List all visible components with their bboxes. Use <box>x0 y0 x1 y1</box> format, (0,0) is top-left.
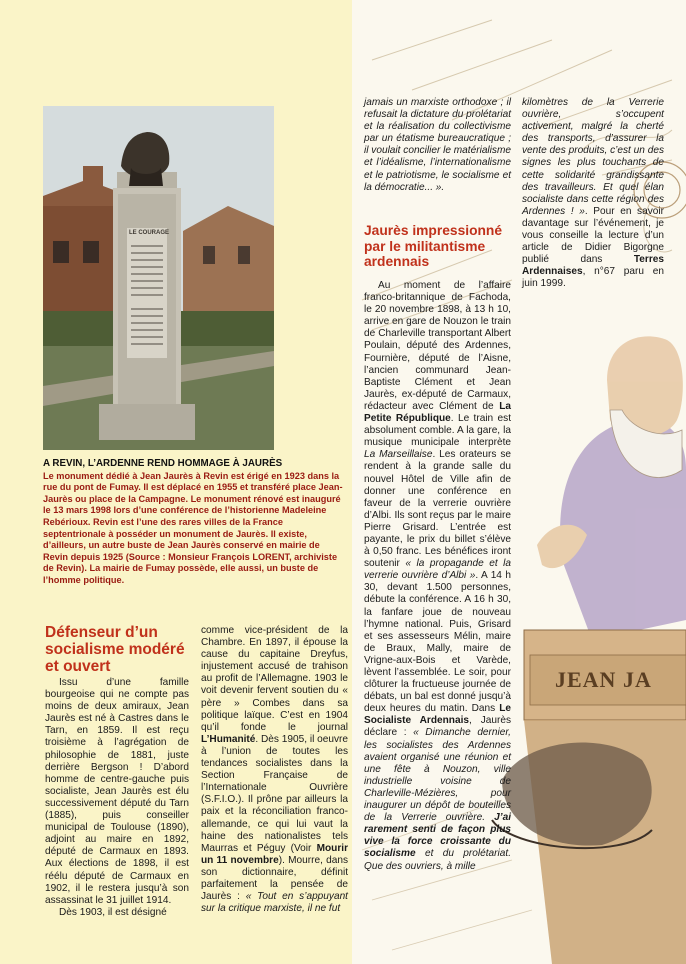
signboard-text: JEAN JA <box>555 667 652 692</box>
newspaper-petite-republique: La Petite République <box>364 400 511 425</box>
paragraph-career: comme vice-président de la Chambre. En 1897, il épouse la cause du capitaine Dreyfus, injustement accusé de trahison au profit de l’Allemagne. 1903 le voit devenir fervent soutien du « père » Combes dans sa politique laïque. C’est en 1904 qu’il fonde le journal L’Humanité. Dès 1905, il oeuvre à l’union de toutes les tendances socialistes dans la Section Française de l’Internationale Ouvrière (S.F.I.O.). Il prône par ailleurs la paix et la réconciliation franco-allemande, ce qui lui vaut la haine des nationalistes tels Maurras et Péguy (Voir Mourir un 11 novembre). Mourre, dans son dictionnaire, définit parfaitement la pensée de Jaurès : « Tout en s’appuyant sur la critique marxiste, il ne fut <box>201 625 348 915</box>
plaque-title: LE COURAGE <box>129 230 170 236</box>
article-column-1 <box>45 677 189 919</box>
article-column-4: kilomètres de la Verrerie ouvrière, s’occupent activement, malgré la cherté des transports, d’assurer la vente des produits, c’est un des signes les plus touchants de cette solidarité grandissante des travailleurs. Et quel élan socialiste dans cette région des Ardennes ! ». Pour en savoir davantage sur l’événement, je vous conseille la lecture d’un article de Didier Bigorgne publié dans Terres Ardennaises, n°67 paru en juin 1999. <box>522 97 664 290</box>
article-column-3 <box>364 280 511 873</box>
section-heading-jaures-impressionne: Jaurès impressionné par le militantisme ardennais <box>364 223 503 270</box>
caption-title: A REVIN, L’ARDENNE REND HOMMAGE À JAURÈS <box>43 458 283 469</box>
paragraph-biography: Issu d’une famille bourgeoise qui ne compte pas moins de deux amiraux, Jean Jaurès est né à Castres dans le Tarn, en 1859. Il est reçu troisième à l’agrégation de philosophie de 1881, juste derrière Bergson ! D’abord homme de centre-gauche puis socialiste, Jean Jaurès est élu successivement député du Tarn (1885), puis conseiller municipal de Toulouse (1890), adjoint au maire en 1892, député de Carmaux en 1893. Aux élections de 1898, il est réélu député de Carmaux en 1902, il le restera jusqu’à son assassinat le 31 juillet 1914. <box>45 677 189 906</box>
reference-mourir: Mourir un 11 novembre <box>201 842 348 866</box>
newspaper-humanite: L’Humanité <box>201 733 256 745</box>
article-column-3-quote: jamais un marxiste orthodoxe ; il refusait la dictature du prolétariat et la réalisation du collectivisme par un étatisme bureaucratique ; il voulait concilier le matérialisme et l’idéalisme, l’internationalisme et le patriotisme, le socialisme et la démocratie... ». <box>364 97 512 193</box>
article-column-2 <box>201 625 348 915</box>
paragraph-1903: Dès 1903, il est désigné <box>59 906 167 918</box>
paragraph-nouzon: Au moment de l’affaire franco-britannique de Fachoda, le 20 novembre 1898, à 13 h 10, arrive en gare de Nouzon le train de Charleville transportant Albert Poulain, député des Ardennes, Fournière, député de l’Aisne, l’ancien communard Jean-Baptiste Clément et Jean Jaurès, ex-député de Carmaux, rédacteur avec Clément de La Petite République. Le train est absolument comble. A la gare, la musique municipale interprète La Marseillaise. Les orateurs se rendent à la grande salle du nouvel Hôtel de Ville afin de donner une conférence en faveur de la verrerie ouvrière d’Albi. Ils sont reçus par le maire Pierre Grisard. L’entrée est payante, le prix du billet s’élève à 0,50 franc. Les bénéfices iront soutenir « la propagande et la verrerie ouvrière d’Albi ». A 14 h 30, devant 1.500 personnes, débute la conférence. A 16 h 30, la fanfare joue de nouveau l’hymne national. Puis, Grisard et ses assesseurs Mélin, maire de Braux, Mally, maire de Vrigne-aux-Bois et Varède, lèvent l’assemblée. Le soir, pour clôturer la fructueuse journée de débats, un bal est donné jusqu’à deux heures du matin. Dans Le Socialiste Ardennais, Jaurès déclare : « Dimanche dernier, les socialistes des Ardennes avaient organisé une réunion et une fête à Nouzon, ville industrielle voisine de Charleville-Mézières, pour inaugurer un dépôt de bouteilles de la Verrerie ouvrière. J’ai rarement senti de façon plus vive la force croissante du socialisme et du prolétariat. Que des ouvriers, à mille <box>364 280 512 872</box>
mourre-quote: « Tout en s’appuyant sur la critique marxiste, il ne fut <box>201 891 348 915</box>
newspaper-socialiste-ardennais: Le Socialiste Ardennais <box>364 703 511 727</box>
monument-photo <box>43 106 274 450</box>
section-heading-defenseur: Défenseur d’un socialisme modéré et ouvert <box>45 624 185 675</box>
journal-terres-ardennaises: Terres Ardennaises <box>522 254 664 278</box>
photo-caption <box>43 458 343 587</box>
caption-body: Le monument dédié à Jean Jaurès à Revin est érigé en 1923 dans la rue du pont de Fumay. Il est déplacé en 1955 et transféré place Jean-Jaurès ou place de la Campagne. Le monument rénové est inauguré le 13 mars 1998 lors d’une conférence de l’historienne Madeleine Rebérioux. Revin est l’une des rares villes de la France septentrionale à posséder un monument de Jaurès. Il existe, d’ailleurs, un autre buste de Jean Jaurès conservé en mairie de Revin depuis 1925 (Source : Monsieur François LORENT, archiviste de Revin). La mairie de Fumay possède, elle aussi, un buste de l’homme politique. <box>43 470 343 585</box>
